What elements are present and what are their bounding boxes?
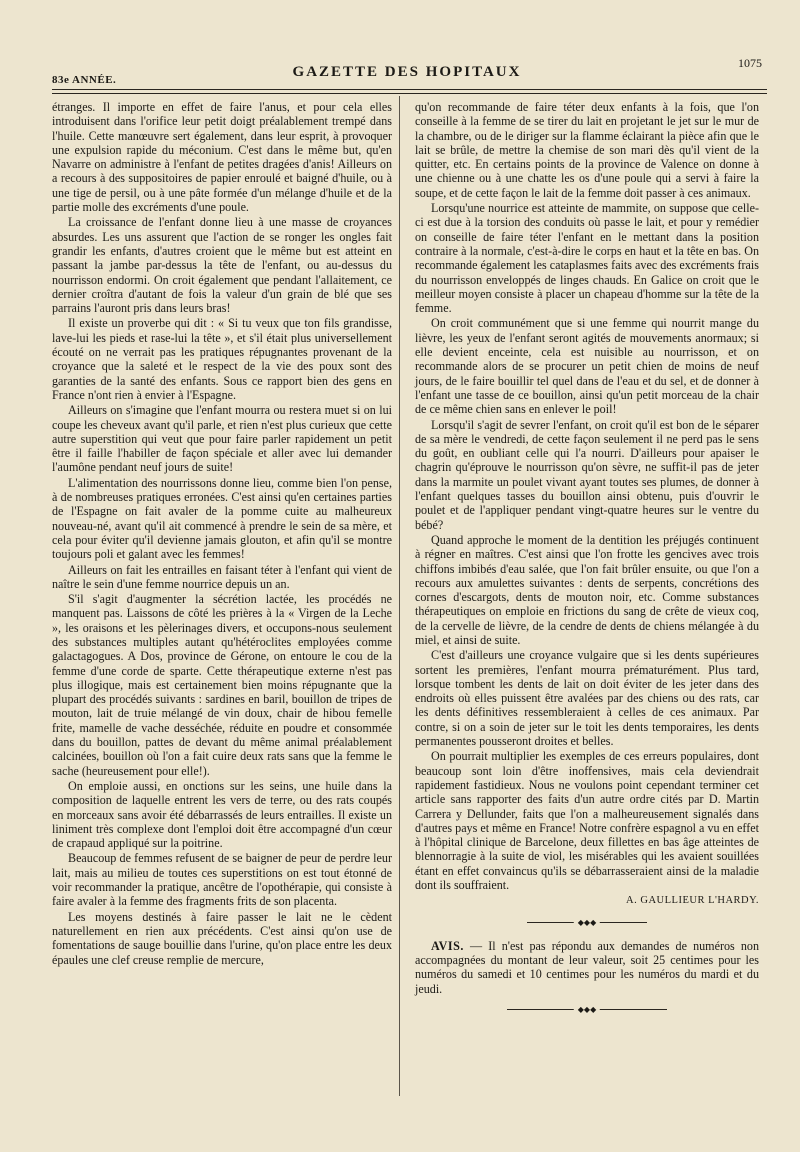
paragraph: Beaucoup de femmes refusent de se baigner de peur de perdre leur lait, mais au milieu de toutes ces superstitions on est tout étonné de voir recommander la pratique, ancêtre de l'opothérapie, qui consiste à faire avaler à la femme des fragments frits de son placenta. xyxy=(52,851,392,909)
paragraph: On croit communément que si une femme qui nourrit mange du lièvre, les yeux de l'enfant seront agités de mouvements anormaux; si elle devient enceinte, cela est nuisible au nourrisson, et on recommande alors de se procurer un petit chien de moins de neuf jours, de le faire bouillir tel quel dans de l'eau et du sel, et de donner à l'enfant une tasse de ce bouillon, ainsi qu'un petit morceau de la chair de ce même chien sans en enlever le poil! xyxy=(415,316,759,417)
page-header xyxy=(52,56,762,88)
paragraph: On pourrait multiplier les exemples de ces erreurs populaires, dont beaucoup sont loin d'être inoffensives, mais cela deviendrait rapidement fastidieux. Nous ne voulons point cependant terminer cet article sans rapporter des faits d'un autre ordre cités par D. Martin Carrera y Dellunder, faits que l'on a malheureusement signalés dans d'autres pays et même en France! Notre confrère espagnol a vu en effet à l'hôpital clinique de Barcelone, deux fillettes en bas âge atteintes de blennorragie à la suite de viol, les misérables qui les avaient souillées étant en effet convaincus qu'ils se débarrasseraient ainsi de la maladie dont ils souffraient. xyxy=(415,749,759,893)
paragraph: Ailleurs on s'imagine que l'enfant mourra ou restera muet si on lui coupe les cheveux avant qu'il parle, et rien n'est plus curieux que cette autre superstition qui veut que pour faire parler rapidement un petit être il faille l'habiller de façon spéciale et aller avec lui demander l'aumône pendant neuf jours de suite! xyxy=(52,403,392,475)
issue-label: 83e ANNÉE. xyxy=(52,74,117,86)
paragraph: On emploie aussi, en onctions sur les seins, une huile dans la composition de laquelle entrent les vers de terre, ou des rats coupés en morceaux sans avoir été débarrassés de leurs entrailles. Il existe un liniment très complexe dont l'emploi doit être accompagné d'un cœur de crapaud appliqué sur la poitrine. xyxy=(52,778,392,851)
right-column xyxy=(415,100,759,1026)
left-column xyxy=(52,100,392,968)
paragraph: La croissance de l'enfant donne lieu à une masse de croyances absurdes. Les uns assurent que l'action de se ronger les ongles fait grandir les enfants, d'autres croient que le même but est atteint en passant la jambe par-dessus la tête de l'enfant, ou au-dessus du nourrisson endormi. On croit également que pendant l'allaitement, ce dernier croîtra d'autant de fois la valeur d'un grain de blé que ses parrains l'auront pris dans leurs bras! xyxy=(52,215,392,316)
article-signature: A. GAULLIEUR L'HARDY. xyxy=(626,895,759,907)
paragraph: Quand approche le moment de la dentition les préjugés continuent à régner en maîtres. C'est ainsi que l'on frotte les gencives avec trois chiffons imbibés d'eau salée, que l'on fait brûler ensuite, ou que l'on a recours aux amulettes suivantes : dents de serpents, concrétions des cornes d'escargots, dents de mouton noir, etc. Comme substances thérapeutiques on emploie en frictions du sang de crête de vieux coq, de la cervelle de lièvre, de la cendre de dents de chiens mélangée à du miel, et ainsi de suite. xyxy=(415,532,759,647)
header-rule-top xyxy=(52,89,767,90)
paragraph: qu'on recommande de faire téter deux enfants à la fois, que l'on conseille à la femme de se tirer du lait en projetant le jet sur le mur de la chambre, ou de le diriger sur la flamme éclairant la pièce afin que le lait se brûle, de mettre la chemise de son mari dès qu'il vient de la quitter, etc. En certains points de la province de Valence on donne à une chienne ou à une chatte les os d'une poule qui a servi à faire la soupe, et de cette façon le lait de la femme doit passer à ces animaux. xyxy=(415,100,759,200)
paragraph: Lorsqu'une nourrice est atteinte de mammite, on suppose que celle-ci est due à la torsion des conduits où passe le lait, et pour y remédier on conseille de faire téter l'enfant en le mettant dans la position contraire à la normale, c'est-à-dire le corps en haut et la tête en bas. On recommande également les cataplasmes faits avec des excréments frais du nourrisson enveloppés de linges chauds. En Galice on croit que le meilleur moyen consiste à placer un chapeau d'homme sur la tête de la femme. xyxy=(415,201,759,316)
ornament-divider: ◆◆◆ xyxy=(527,919,647,927)
paragraph: L'alimentation des nourrissons donne lieu, comme bien l'on pense, à de nombreuses pratiques erronées. C'est ainsi qu'en certaines parties de l'Espagne on fait avaler de la pomme cuite au malheureux nouveau-né, avant qu'il ait commencé à prendre le sein de sa mère, et cela pour éviter qu'il devienne jamais glouton, et afin qu'il se montre toujours poli et galant avec les femmes! xyxy=(52,475,392,562)
ornament-divider-end: ◆◆◆ xyxy=(507,1006,667,1014)
newspaper-title: GAZETTE DES HOPITAUX xyxy=(292,64,522,80)
paragraph: étranges. Il importe en effet de faire l'anus, et pour cela elles introduisent dans l'orifice leur petit doigt préalablement trempé dans l'huile. Cette manœuvre sert également, dans leur esprit, à provoquer une expulsion rapide du méconium. C'est dans le même but, qu'en Navarre on administre à l'enfant de petites dragées d'anis! Ailleurs on a recours à des suppositoires de papier enroulé et baigné d'huile, ou à une tige de persil, ou à une pâte formée d'un mélange d'huile et de la partie molle des excréments d'une poule. xyxy=(52,100,392,215)
column-divider xyxy=(399,96,400,1096)
paragraph: Il existe un proverbe qui dit : « Si tu veux que ton fils grandisse, lave-lui les pieds et rase-lui la tête », et s'il était plus universellement écouté on ne verrait pas les pratiques répugnantes provenant de la croyance que la saleté et le respect de la vie des poux sont des garanties de la santé des enfants. Sous ce rapport bien des gens en France n'ont rien à envier à l'Espagne. xyxy=(52,316,392,402)
paragraph: S'il s'agit d'augmenter la sécrétion lactée, les procédés ne manquent pas. Laissons de côté les prières à la « Virgen de la Leche », les oraisons et les pèlerinages divers, et occupons-nous seulement des substances multiples autant qu'hétéroclites employées comme galactagogues. A Dos, province de Gérone, on entoure le cou de la femme d'une corde de sparte. Cette thérapeutique externe n'est pas plus illogique, mais est certainement bien moins répugnante que la plupart des procédés suivants : sardines en baril, bouillon de tripes de mouton, lait de truie mélangé de vin doux, chair de hibou femelle frite, mamelle de vache desséchée, réduite en poudre et consommée dans du bouillon, pattes de devant du même animal préalablement calcinées, bouillon où l'on a fait cuire deux rats sans que la femme le sache (heureusement pour elle!). xyxy=(52,592,392,778)
paragraph: Ailleurs on fait les entrailles en faisant téter à l'enfant qui vient de naître le sein d'une femme nourrice depuis un an. xyxy=(52,562,392,591)
header-rule-bottom xyxy=(52,93,767,94)
right-column-paragraphs xyxy=(415,100,759,892)
page-number: 1075 xyxy=(738,56,762,70)
paragraph: Les moyens destinés à faire passer le lait ne le cèdent naturellement en rien aux précédents. C'est ainsi qu'on use de fomentations de sauge bouillie dans l'urine, qu'on place entre les deux épaules une clef creuse remplie de mercure, xyxy=(52,909,392,967)
paragraph: C'est d'ailleurs une croyance vulgaire que si les dents supérieures sortent les premières, l'enfant mourra prématurément. Plus tard, lorsque tombent les dents de lait on doit éviter de les jeter dans des endroits où elles puissent être avalées par des chiens ou des rats, car les dents définitives ressembleraient à celles de ces animaux. Par contre, si on a soin de jeter sur le toit les dents temporaires, les dents permanentes pousseront droites et belles. xyxy=(415,648,759,749)
paragraph: Lorsqu'il s'agit de sevrer l'enfant, on croit qu'il est bon de le séparer de sa mère le vendredi, de cette façon seulement il ne perd pas le sens du goût, en oubliant celle qui l'a nourri. D'ailleurs pour apaiser le chagrin qu'éprouve le nourrisson qu'on sèvre, ne suffit-il pas de jeter dans la marmite un poulet vivant ayant toutes ses plumes, de donner à l'enfant quelques tasses du bouillon ainsi obtenu, puis d'ouvrir le poulet et de l'appliquer pendant vingt-quatre heures sur le ventre du bébé? xyxy=(415,417,759,532)
avis-notice xyxy=(415,939,759,996)
avis-label: AVIS. xyxy=(431,938,464,953)
avis-text: — Il n'est pas répondu aux demandes de numéros non accompagnées du montant de leur valeur, soit 25 centimes pour les numéros du samedi et 10 centimes pour les numéros du mardi et du jeudi. xyxy=(415,938,759,996)
